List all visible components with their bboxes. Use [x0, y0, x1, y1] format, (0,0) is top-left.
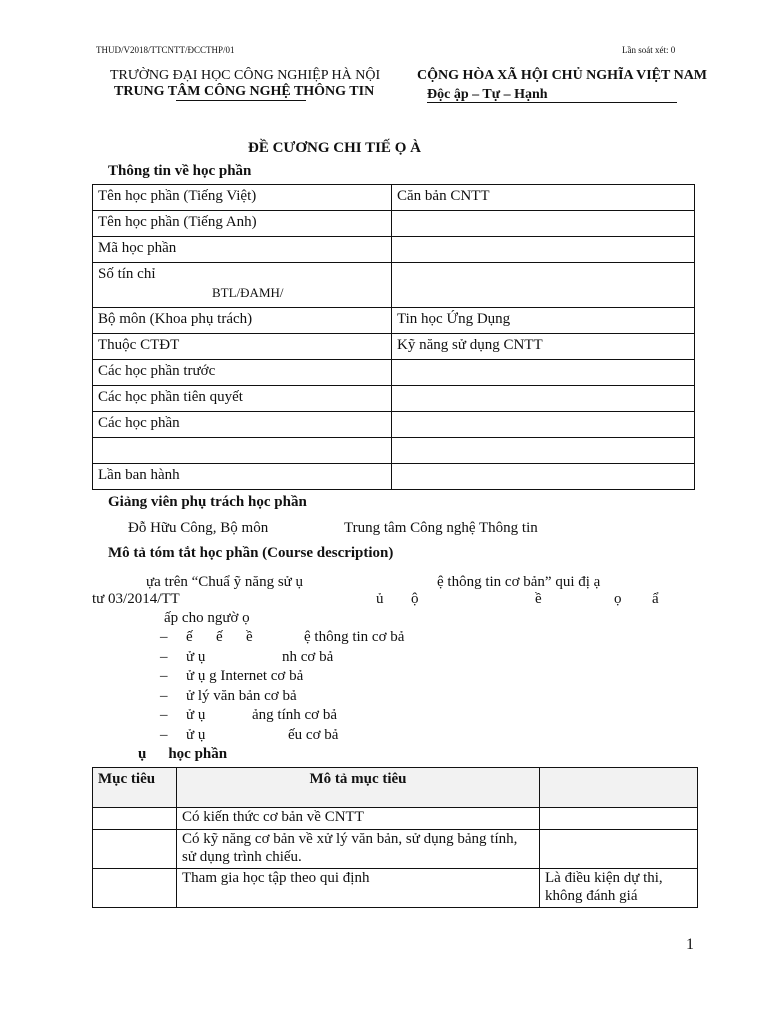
- center-underline: [176, 100, 306, 101]
- label-cell: Các học phần tiên quyết: [93, 386, 392, 412]
- table-row: [93, 263, 695, 308]
- goal-cell: [93, 830, 177, 869]
- table-row: [93, 308, 695, 334]
- center-name: TRUNG TÂM CÔNG NGHỆ THÔNG TIN: [114, 84, 375, 99]
- value-cell: [392, 237, 695, 263]
- list-item: – ử ụ ảng tính cơ bả: [160, 707, 337, 723]
- motto-underline: [427, 102, 677, 103]
- dash: –: [160, 629, 168, 645]
- lecturer-name: Đỗ Hữu Công, Bộ môn: [128, 520, 269, 536]
- table-row: [93, 386, 695, 412]
- table-header-row: [93, 768, 698, 808]
- label-cell: [93, 263, 392, 308]
- table-row: [93, 334, 695, 360]
- label-cell: Mã học phần: [93, 237, 392, 263]
- table-row: [93, 830, 698, 869]
- table-row: [93, 211, 695, 237]
- column-header: [540, 768, 698, 808]
- goal-note: [540, 830, 698, 869]
- label-cell: Bộ môn (Khoa phụ trách): [93, 308, 392, 334]
- list-item: – ế ế ề ệ thông tin cơ bả: [160, 628, 404, 648]
- list-item: – ử ụ nh cơ bả: [160, 648, 334, 665]
- value-cell: [392, 438, 695, 464]
- list-item: – ử ụ ếu cơ bả: [160, 726, 339, 743]
- description-text: ệ thông tin cơ bản” qui đị ạ: [437, 574, 601, 590]
- page-number: 1: [686, 936, 694, 953]
- table-row: [93, 360, 695, 386]
- list-item: – ử lý văn bản cơ bả: [160, 687, 297, 704]
- section-heading-description: Mô tả tóm tắt học phần (Course description): [108, 545, 394, 561]
- description-bullets: [160, 628, 404, 745]
- label-cell: Lần ban hành: [93, 464, 392, 490]
- goal-description: Có kiến thức cơ bản về CNTT: [177, 808, 540, 830]
- column-header: Mục tiêu: [93, 768, 177, 808]
- credits-label: Số tín chỉ: [98, 266, 156, 282]
- table-row: [93, 464, 695, 490]
- description-text: ộ: [411, 591, 419, 607]
- section-heading-course-info: Thông tin về học phần: [108, 163, 252, 179]
- goal-description: Có kỹ năng cơ bản về xử lý văn bản, sử dụng bảng tính, sử dụng trình chiếu.: [177, 830, 540, 869]
- value-cell: Tin học Ứng Dụng: [392, 308, 695, 334]
- section-heading-lecturer: Giảng viên phụ trách học phần: [108, 494, 307, 510]
- table-row: [93, 808, 698, 830]
- value-cell: [392, 360, 695, 386]
- table-row: [93, 869, 698, 908]
- goal-note: Là điều kiện dự thi, không đánh giá: [540, 869, 698, 908]
- list-item: – ử ụ g Internet cơ bả: [160, 668, 304, 684]
- table-row: [93, 438, 695, 464]
- value-cell: [392, 211, 695, 237]
- value-cell: [392, 464, 695, 490]
- description-text: tư 03/2014/TT: [92, 591, 180, 607]
- description-text: ẩ: [652, 591, 659, 607]
- description-text: ủ: [376, 591, 384, 607]
- value-cell: Căn bản CNTT: [392, 185, 695, 211]
- label-cell: Các học phần trước: [93, 360, 392, 386]
- goals-table: [92, 767, 698, 908]
- label-cell: Tên học phần (Tiếng Anh): [93, 211, 392, 237]
- revision-label: Lần soát xét: 0: [622, 45, 676, 55]
- document-title: ĐỀ CƯƠNG CHI TIẾ Ọ À: [248, 140, 421, 156]
- section-heading-goals: ụ học phần: [138, 746, 228, 762]
- label-cell: [93, 438, 392, 464]
- table-row: [93, 412, 695, 438]
- goal-note: [540, 808, 698, 830]
- description-text: ấp cho ngườ ọ: [164, 610, 250, 626]
- doc-code: THUD/V2018/TTCNTT/ĐCCTHP/01: [96, 45, 235, 55]
- nation-motto: Độc ập – Tự – Hạnh: [427, 87, 548, 102]
- value-cell: Kỹ năng sử dụng CNTT: [392, 334, 695, 360]
- table-row: [93, 185, 695, 211]
- value-cell: [392, 263, 695, 308]
- goal-description: Tham gia học tập theo qui định: [177, 869, 540, 908]
- goal-cell: [93, 869, 177, 908]
- nation-name: CỘNG HÒA XÃ HỘI CHỦ NGHĨA VIỆT NAM: [417, 68, 708, 83]
- label-cell: Tên học phần (Tiếng Việt): [93, 185, 392, 211]
- value-cell: [392, 386, 695, 412]
- goal-cell: [93, 808, 177, 830]
- description-text: ọ: [614, 591, 622, 607]
- column-header: Mô tả mục tiêu: [177, 768, 540, 808]
- lecturer-unit: Trung tâm Công nghệ Thông tin: [344, 520, 538, 536]
- label-cell: Thuộc CTĐT: [93, 334, 392, 360]
- description-text: ề: [535, 591, 542, 607]
- school-name: TRƯỜNG ĐẠI HỌC CÔNG NGHIỆP HÀ NỘI: [110, 68, 381, 83]
- course-info-table: [92, 184, 695, 490]
- label-cell: Các học phần: [93, 412, 392, 438]
- description-text: ựa trên “Chuẩ ỹ năng sử ụ: [146, 574, 304, 590]
- value-cell: [392, 412, 695, 438]
- credits-sublabel: BTL/ĐAMH/: [212, 285, 284, 300]
- table-row: [93, 237, 695, 263]
